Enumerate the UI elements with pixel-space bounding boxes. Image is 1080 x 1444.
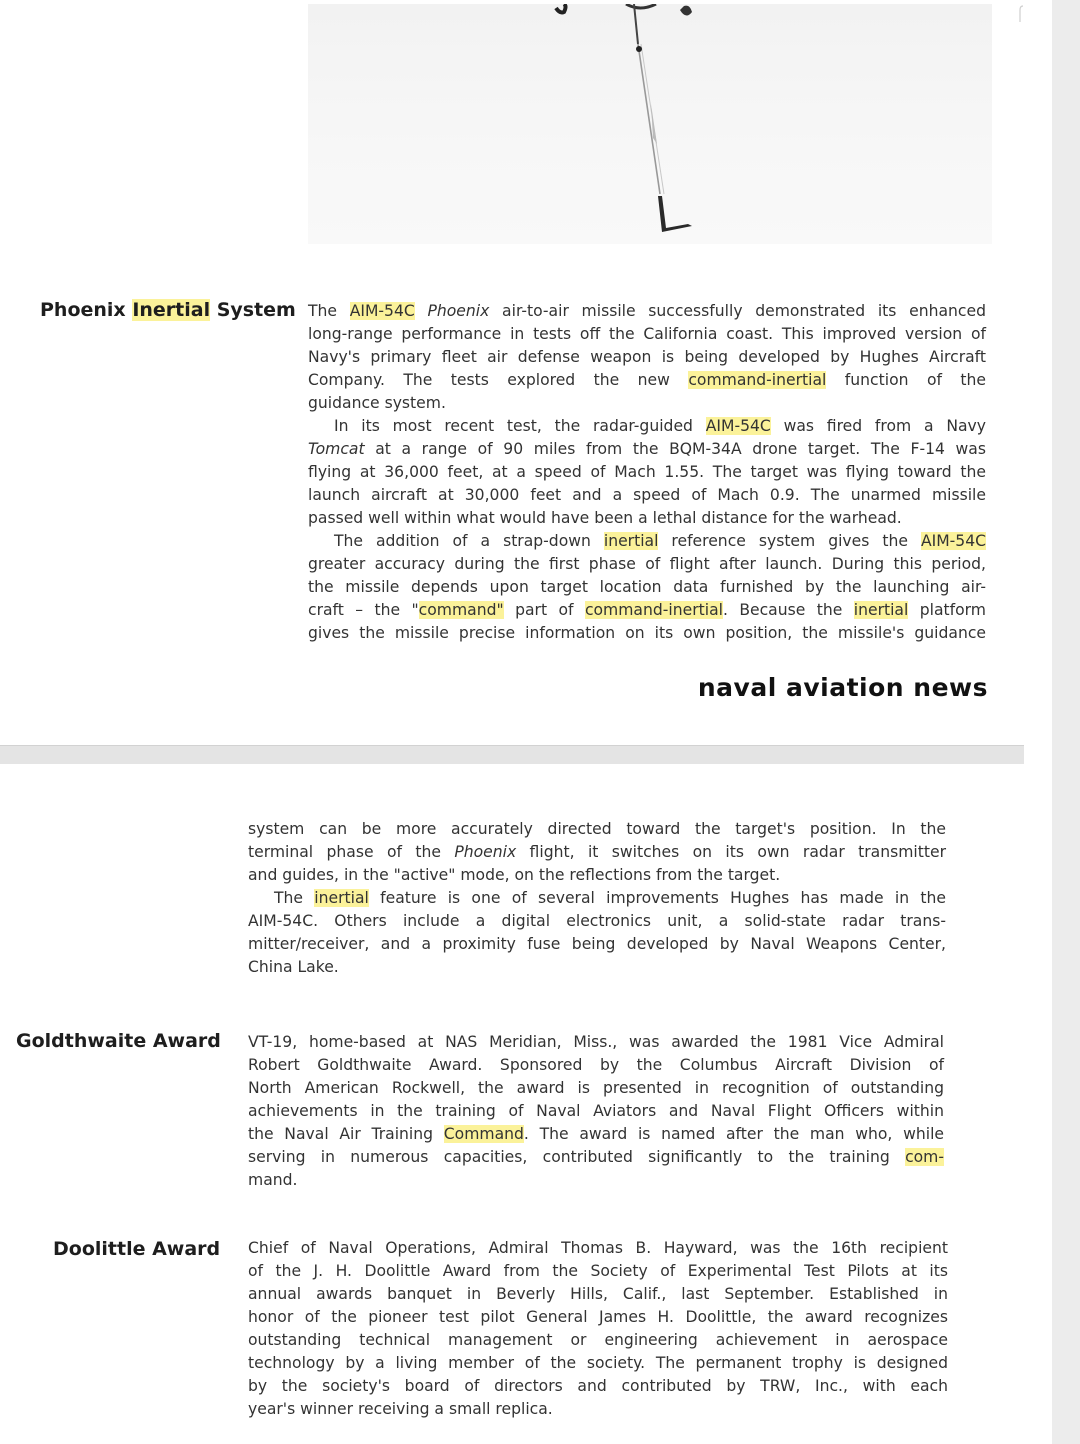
phoenix-continued-column	[248, 818, 946, 979]
text-run: guidance system.	[308, 394, 446, 412]
text-line	[248, 910, 946, 933]
text-run: . The award is named after the man who, while	[523, 1125, 944, 1143]
text-line	[248, 818, 946, 841]
text-line	[308, 392, 986, 415]
text-run: flight, it switches on its own radar transmitter	[516, 843, 946, 861]
text-run: mitter/receiver, and a proximity fuse being developed by Naval Weapons Center,	[248, 935, 946, 953]
phoenix-heading	[40, 299, 296, 321]
text-run: achievements in the training of Naval Aviators and Naval Flight Officers within	[248, 1102, 944, 1120]
text-line	[248, 1352, 948, 1375]
text-run: China Lake.	[248, 958, 339, 976]
text-run: of the J. H. Doolittle Award from the Society of Experimental Test Pilots at its	[248, 1262, 948, 1280]
page-2	[0, 764, 1024, 1444]
text-line	[248, 956, 946, 979]
text-run: annual awards banquet in Beverly Hills, Calif., last September. Established in	[248, 1285, 948, 1303]
text-run: AIM-54C. Others include a digital electronics unit, a solid-state radar trans-	[248, 912, 946, 930]
italic-term: Phoenix	[427, 302, 490, 320]
text-line	[308, 599, 986, 622]
text-line	[248, 1306, 948, 1329]
text-run: at a range of 90 miles from the BQM-34A drone target. The F-14 was	[364, 440, 986, 458]
highlighted-term: command"	[418, 601, 504, 619]
text-line	[248, 1100, 944, 1123]
text-line	[248, 933, 946, 956]
text-run: Company. The tests explored the new	[308, 371, 689, 389]
text-run: The addition of a strap-down	[334, 532, 604, 550]
highlighted-term: AIM-54C	[349, 302, 415, 320]
text-line	[308, 369, 986, 392]
text-line	[308, 507, 986, 530]
missile-launch-photo	[308, 4, 992, 244]
highlighted-term: command-inertial	[688, 371, 827, 389]
text-run: terminal phase of the	[248, 843, 455, 861]
phoenix-text-column	[308, 300, 986, 645]
text-line	[248, 1283, 948, 1306]
highlighted-term: inertial	[314, 889, 369, 907]
highlighted-term: com-	[905, 1148, 944, 1166]
text-run: VT-19, home-based at NAS Meridian, Miss., was awarded the 1981 Vice Admiral	[248, 1033, 944, 1051]
text-run: Robert Goldthwaite Award. Sponsored by the Columbus Aircraft Division of	[248, 1056, 944, 1074]
text-run: and guides, in the "active" mode, on the reflections from the target.	[248, 866, 781, 884]
text-run: long-range performance in tests off the California coast. This improved version of	[308, 325, 986, 343]
scrollbar-track[interactable]	[1052, 0, 1080, 1444]
text-run: air-to-air missile successfully demonstrated its enhanced	[489, 302, 986, 320]
text-run: feature is one of several improvements Hughes has made in the	[368, 889, 946, 907]
phoenix-heading-part-a: Phoenix	[40, 299, 133, 321]
text-run: serving in numerous capacities, contributed significantly to the training	[248, 1148, 906, 1166]
italic-term: Tomcat	[308, 440, 365, 458]
goldthwaite-text-column	[248, 1031, 944, 1192]
italic-term: Phoenix	[454, 843, 517, 861]
text-run: the Naval Air Training	[248, 1125, 444, 1143]
text-line	[248, 1260, 948, 1283]
text-run: honor of the pioneer test pilot General James H. Doolittle, the award recognizes	[248, 1308, 948, 1326]
scroll-indicator-icon	[1016, 4, 1026, 24]
text-run: the missile depends upon target location data furnished by the launching air-	[308, 578, 986, 596]
text-run: greater accuracy during the first phase of flight after launch. During this period,	[308, 555, 986, 573]
text-run: function of the	[826, 371, 986, 389]
goldthwaite-heading: Goldthwaite Award	[16, 1030, 221, 1052]
text-line	[308, 553, 986, 576]
text-line	[248, 1077, 944, 1100]
highlighted-term: Command	[443, 1125, 524, 1143]
text-run: Navy's primary fleet air defense weapon is being developed by Hughes Aircraft	[308, 348, 986, 366]
text-run: The	[274, 889, 315, 907]
phoenix-heading-part-b: System	[210, 299, 296, 321]
text-run: passed well within what would have been a lethal distance for the warhead.	[308, 509, 902, 527]
text-line	[308, 438, 986, 461]
text-line	[248, 1123, 944, 1146]
highlighted-term: inertial	[853, 601, 909, 619]
logo-wordmark	[700, 668, 990, 704]
text-line	[248, 1054, 944, 1077]
text-line	[248, 1146, 944, 1169]
text-run: . Because the	[722, 601, 854, 619]
text-run: part of	[503, 601, 585, 619]
text-run: gives the missile precise information on its own position, the missile's guidance	[308, 624, 986, 642]
viewer-right-margin	[1024, 0, 1052, 1444]
text-run: Chief of Naval Operations, Admiral Thomas B. Hayward, was the 16th recipient	[248, 1239, 948, 1257]
text-run: reference system gives the	[658, 532, 921, 550]
text-run	[415, 302, 428, 320]
text-run: by the society's board of directors and contributed by TRW, Inc., with each	[248, 1377, 948, 1395]
text-run: In its most recent test, the radar-guided	[334, 417, 706, 435]
text-run: system can be more accurately directed toward the target's position. In the	[248, 820, 946, 838]
text-run: launch aircraft at 30,000 feet and a speed of Mach 0.9. The unarmed missile	[308, 486, 986, 504]
naval-aviation-news-logo	[700, 668, 990, 704]
highlighted-term: AIM-54C	[920, 532, 987, 550]
text-line	[248, 1237, 948, 1260]
page-separator	[0, 745, 1024, 764]
text-run: flying at 36,000 feet, at a speed of Mach 1.55. The target was flying toward the	[308, 463, 986, 481]
text-line	[248, 1169, 944, 1192]
text-run: craft – the "	[308, 601, 419, 619]
text-line	[308, 461, 986, 484]
text-run: year's winner receiving a small replica.	[248, 1400, 553, 1418]
logo-text: naval aviation news	[700, 673, 988, 702]
text-run: mand.	[248, 1171, 298, 1189]
text-line	[308, 346, 986, 369]
text-run: was fired from a Navy	[770, 417, 986, 435]
highlighted-term: AIM-54C	[705, 417, 771, 435]
phoenix-heading-highlight: Inertial	[132, 299, 211, 321]
highlighted-term: inertial	[603, 532, 659, 550]
text-line	[248, 1329, 948, 1352]
text-line	[308, 622, 986, 645]
text-line	[308, 576, 986, 599]
text-run: outstanding technical management or engineering achievement in aerospace	[248, 1331, 948, 1349]
missile-photo-graphic	[308, 4, 992, 244]
text-line	[308, 484, 986, 507]
doolittle-heading: Doolittle Award	[53, 1238, 221, 1260]
text-line	[248, 1398, 948, 1421]
text-line	[248, 887, 946, 910]
text-line	[248, 841, 946, 864]
doolittle-text-column	[248, 1237, 948, 1421]
text-run: technology by a living member of the society. The permanent trophy is designed	[248, 1354, 948, 1372]
highlighted-term: command-inertial	[584, 601, 723, 619]
text-line	[248, 1375, 948, 1398]
text-run: North American Rockwell, the award is presented in recognition of outstanding	[248, 1079, 944, 1097]
text-line	[248, 864, 946, 887]
text-line	[308, 415, 986, 438]
text-line	[308, 323, 986, 346]
text-line	[308, 300, 986, 323]
page-1	[0, 0, 1024, 745]
text-run: platform	[908, 601, 986, 619]
text-run: The	[308, 302, 350, 320]
text-line	[308, 530, 986, 553]
text-line	[248, 1031, 944, 1054]
